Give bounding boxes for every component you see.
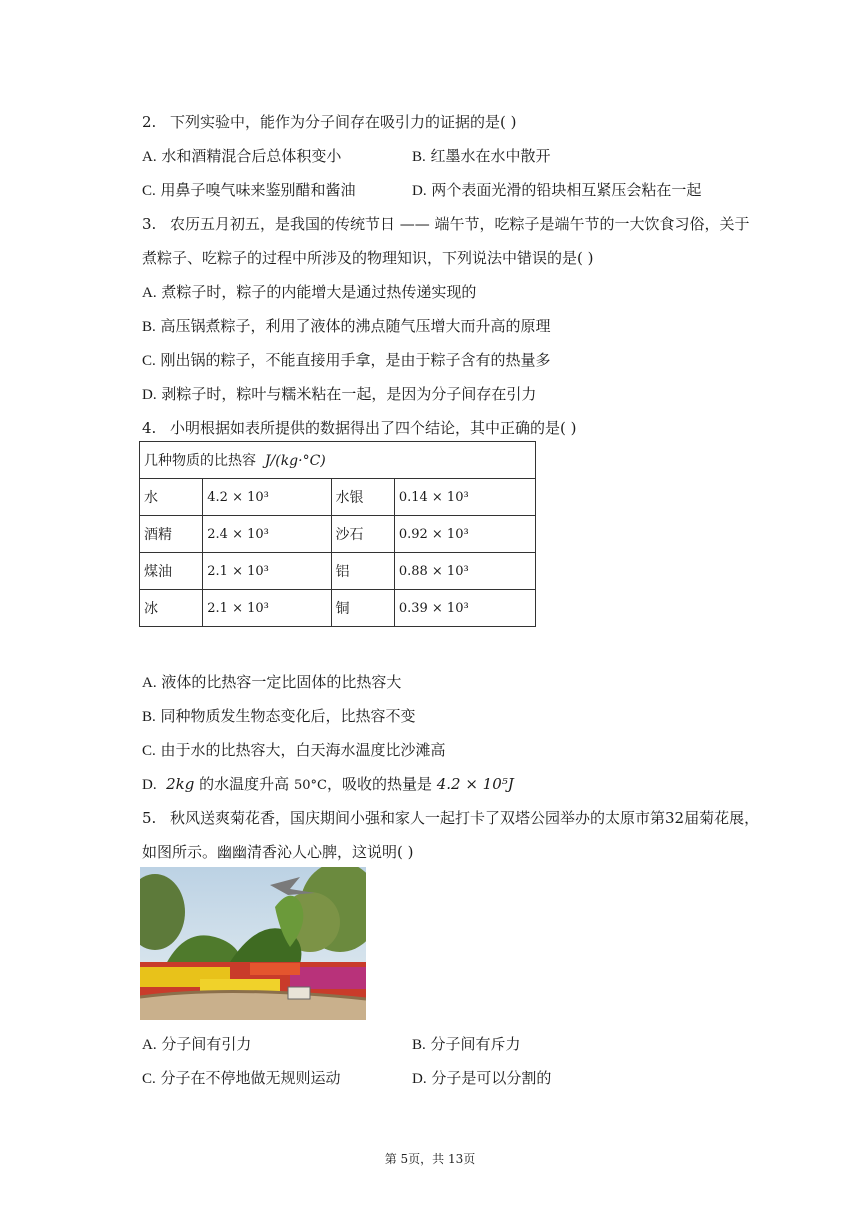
q3-stem-line2: 煮粽子、吃粽子的过程中所涉及的物理知识，下列说法中错误的是( ) (142, 249, 594, 267)
q4-option-c: C. 由于水的比热容大，白天海水温度比沙滩高 (142, 741, 446, 759)
page-footer: 第 5页，共 13页 (384, 1152, 476, 1166)
table-row: 酒精 2.4 × 10³ 沙石 0.92 × 10³ (140, 516, 536, 553)
q2-option-d: D. 两个表面光滑的铅块相互紧压会粘在一起 (412, 181, 702, 199)
q5-stem-line1: 5. 秋风送爽菊花香，国庆期间小强和家人一起打卡了双塔公园举办的太原市第32届菊花展， (142, 809, 760, 827)
q4-option-a: A. 液体的比热容一定比固体的比热容大 (142, 673, 402, 691)
table-row: 煤油 2.1 × 10³ 铝 0.88 × 10³ (140, 553, 536, 590)
chrysanthemum-exhibition-photo (140, 867, 366, 1020)
q2-stem: 2. 下列实验中，能作为分子间存在吸引力的证据的是( ) (142, 113, 517, 131)
q4-option-b: B. 同种物质发生物态变化后，比热容不变 (142, 707, 416, 725)
table-row: 水 4.2 × 10³ 水银 0.14 × 10³ (140, 479, 536, 516)
q2-option-c: C. 用鼻子嗅气味来鉴别醋和酱油 (142, 181, 356, 199)
q2-option-a: A. 水和酒精混合后总体积变小 (142, 147, 342, 165)
q3-stem-line1: 3. 农历五月初五，是我国的传统节日 —— 端午节，吃粽子是端午节的一大饮食习俗，关于 (142, 215, 750, 233)
q2-option-b: B. 红墨水在水中散开 (412, 147, 551, 165)
q5-option-b: B. 分子间有斥力 (412, 1035, 521, 1053)
q5-option-c: C. 分子在不停地做无规则运动 (142, 1069, 341, 1087)
q3-option-b: B. 高压锅煮粽子，利用了液体的沸点随气压增大而升高的原理 (142, 317, 551, 335)
q5-option-a: A. 分子间有引力 (142, 1035, 252, 1053)
q3-option-d: D. 剥粽子时，粽叶与糯米粘在一起，是因为分子间存在引力 (142, 385, 537, 403)
q5-option-d: D. 分子是可以分割的 (412, 1069, 552, 1087)
q3-option-c: C. 刚出锅的粽子，不能直接用手拿，是由于粽子含有的热量多 (142, 351, 551, 369)
table-header-cell: 几种物质的比热容 J/(kg·°C) (140, 442, 536, 479)
q4-option-d: D. 2kg 的水温度升高 50°C，吸收的热量是 4.2 × 10⁵J (142, 775, 514, 793)
q5-stem-line2: 如图所示。幽幽清香沁人心脾，这说明( ) (142, 843, 414, 861)
table-row: 冰 2.1 × 10³ 铜 0.39 × 10³ (140, 590, 536, 627)
q4-stem: 4. 小明根据如表所提供的数据得出了四个结论，其中正确的是( ) (142, 419, 577, 437)
q3-option-a: A. 煮粽子时，粽子的内能增大是通过热传递实现的 (142, 283, 477, 301)
table-header-row (140, 442, 536, 479)
specific-heat-table (139, 441, 536, 627)
